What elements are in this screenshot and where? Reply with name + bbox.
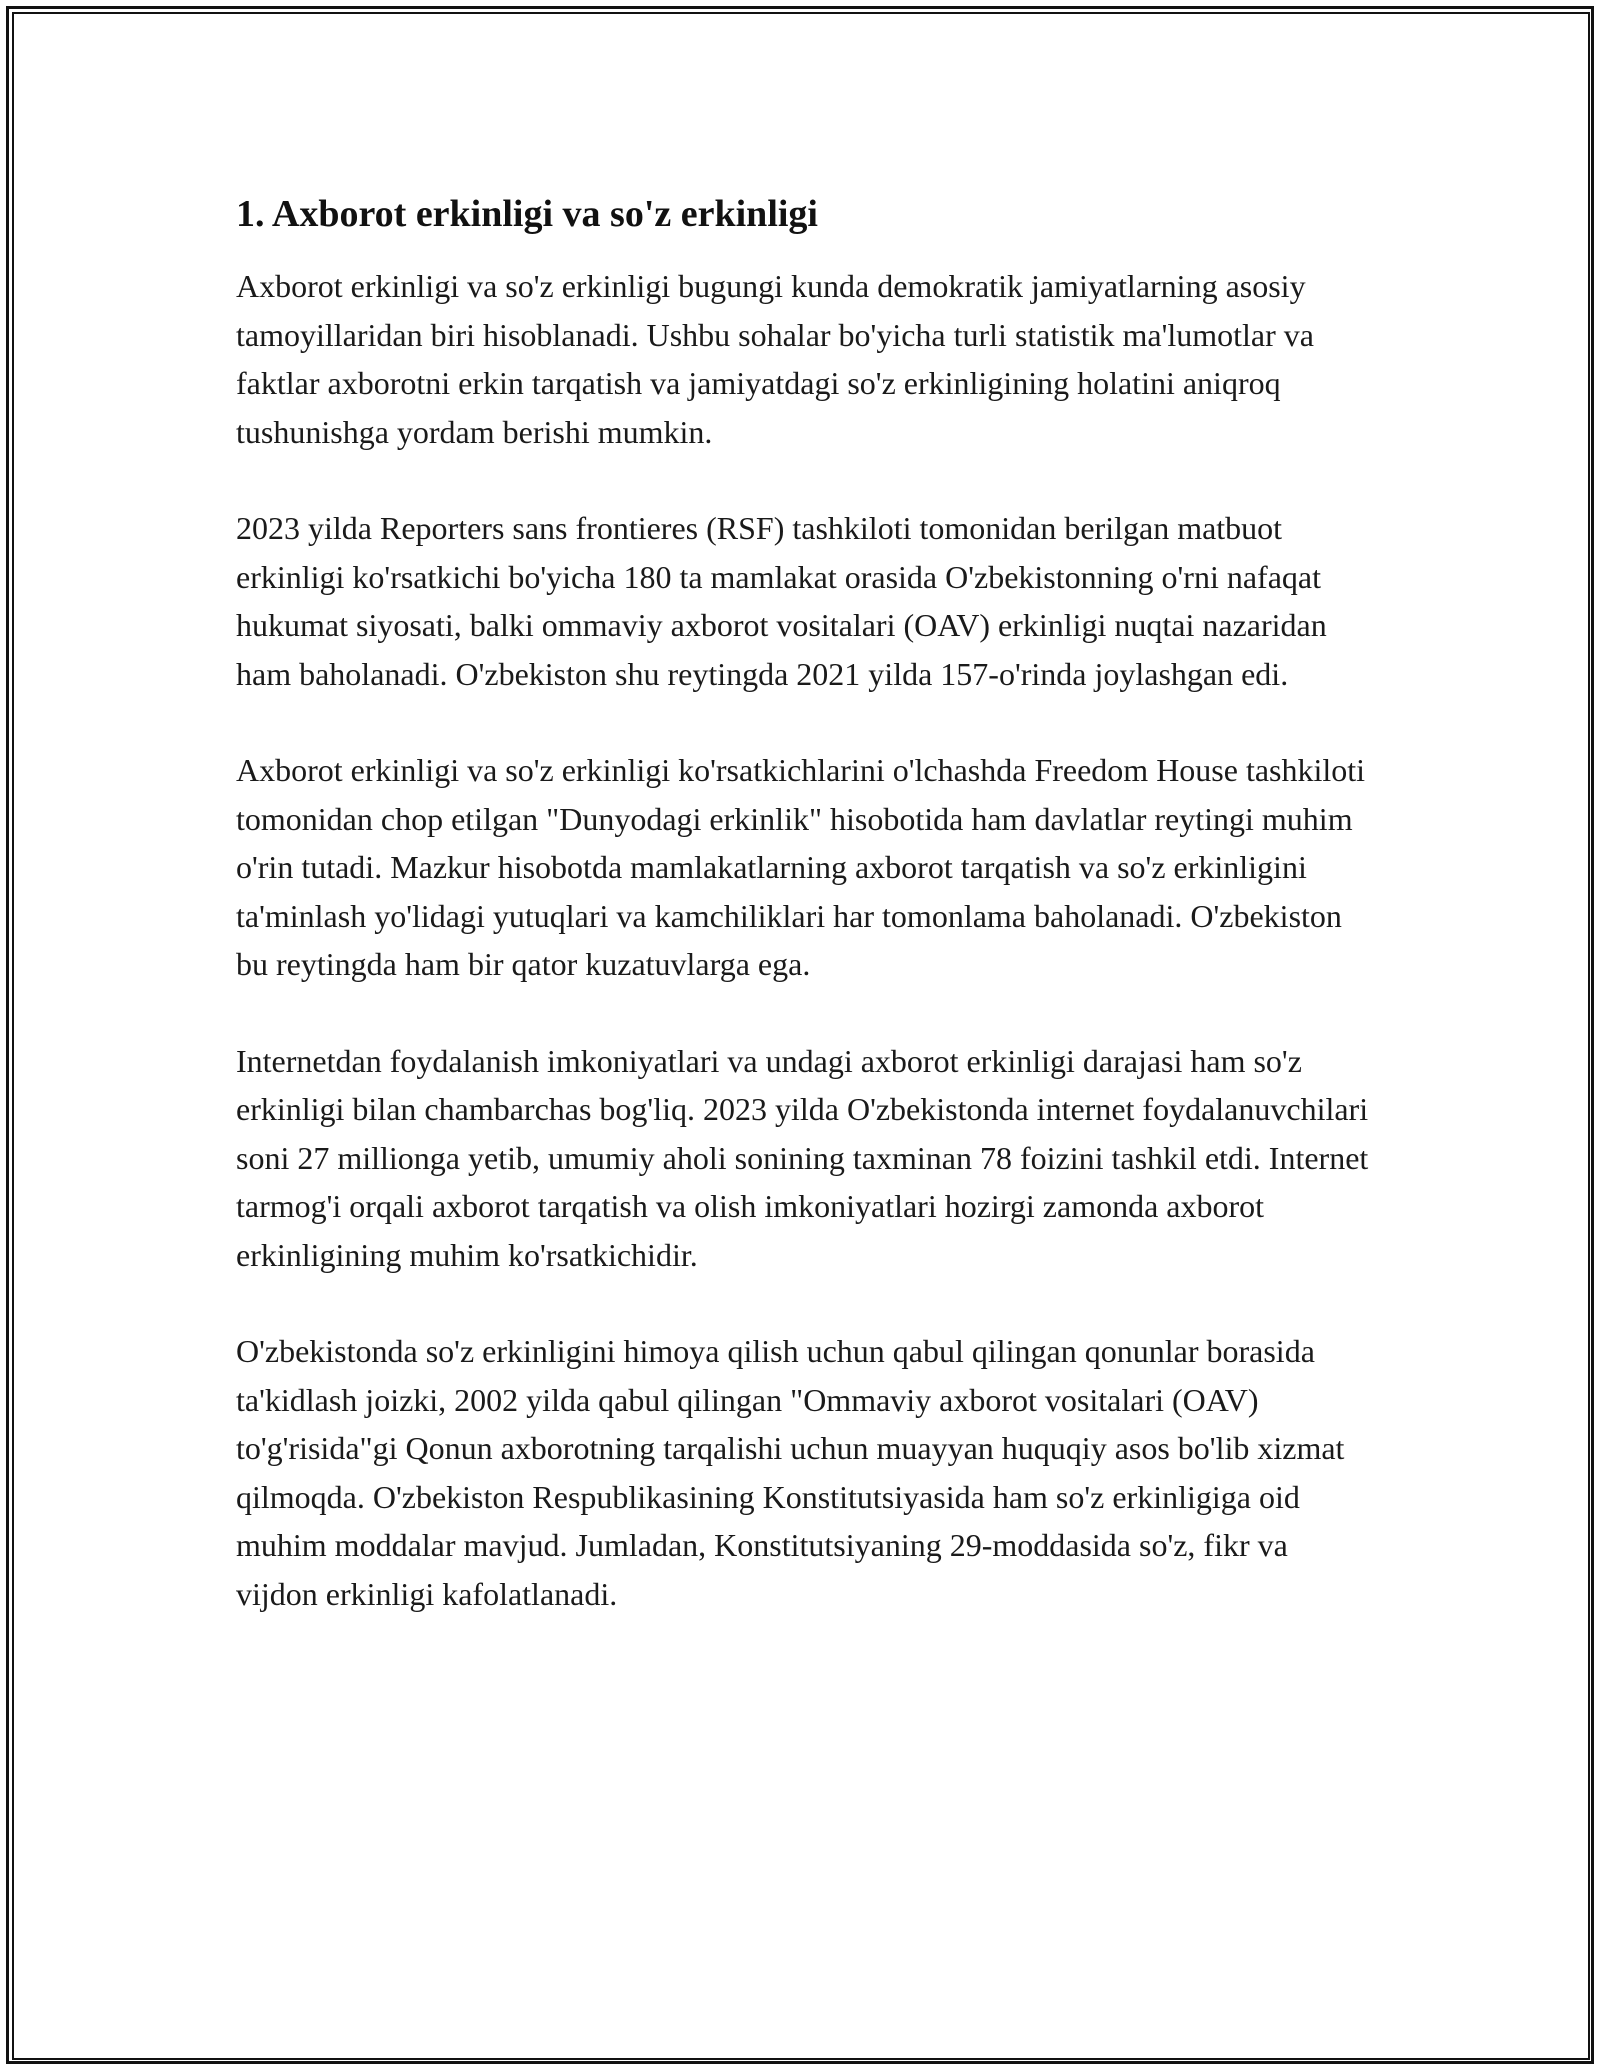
section-title: 1. Axborot erkinligi va so'z erkinligi	[236, 193, 818, 235]
document-body	[236, 188, 1376, 1618]
paragraph-rsf-ranking: 2023 yilda Reporters sans frontieres (RSF) tashkiloti tomonidan berilgan matbuot erkinligi ko'rsatkichi bo'yicha 180 ta mamlakat orasida O'zbekistonning o'rni nafaqat hukumat siyosati, balki ommaviy axborot vositalari (OAV) erkinligi nuqtai nazaridan ham baholanadi. O'zbekiston shu reytingda 2021 yilda 157-o'rinda joylashgan edi.	[236, 510, 1327, 692]
paragraph-legislation: O'zbekistonda so'z erkinligini himoya qilish uchun qabul qilingan qonunlar borasida ta'kidlash joizki, 2002 yilda qabul qilingan "Ommaviy axborot vositalari (OAV) to'g'risida"gi Qonun axborotning tarqalishi uchun muayyan huquqiy asos bo'lib xizmat qilmoqda. O'zbekiston Respublikasining Konstitutsiyasida ham so'z erkinligiga oid muhim moddalar mavjud. Jumladan, Konstitutsiyaning 29-moddasida so'z, fikr va vijdon erkinligi kafolatlanadi.	[236, 1333, 1345, 1612]
paragraph-intro: Axborot erkinligi va so'z erkinligi bugungi kunda demokratik jamiyatlarning asosiy tamoyillaridan biri hisoblanadi. Ushbu sohalar bo'yicha turli statistik ma'lumotlar va faktlar axborotni erkin tarqatish va jamiyatdagi so'z erkinligining holatini aniqroq tushunishga yordam berishi mumkin.	[236, 268, 1314, 450]
paragraph-internet-usage: Internetdan foydalanish imkoniyatlari va undagi axborot erkinligi darajasi ham so'z erkinligi bilan chambarchas bog'liq. 2023 yilda O'zbekistonda internet foydalanuvchilari soni 27 millionga yetib, umumiy aholi sonining taxminan 78 foizini tashkil etdi. Internet tarmog'i orqali axborot tarqatish va olish imkoniyatlari hozirgi zamonda axborot erkinligining muhim ko'rsatkichidir.	[236, 1042, 1369, 1273]
paragraph-freedom-house: Axborot erkinligi va so'z erkinligi ko'rsatkichlarini o'lchashda Freedom House tashkiloti tomonidan chop etilgan "Dunyodagi erkinlik" hisobotida ham davlatlar reytingi muhim o'rin tutadi. Mazkur hisobotda mamlakatlarning axborot tarqatish va so'z erkinligini ta'minlash yo'lidagi yutuqlari va kamchiliklari har tomonlama baholanadi. O'zbekiston bu reytingda ham bir qator kuzatuvlarga ega.	[236, 752, 1366, 982]
